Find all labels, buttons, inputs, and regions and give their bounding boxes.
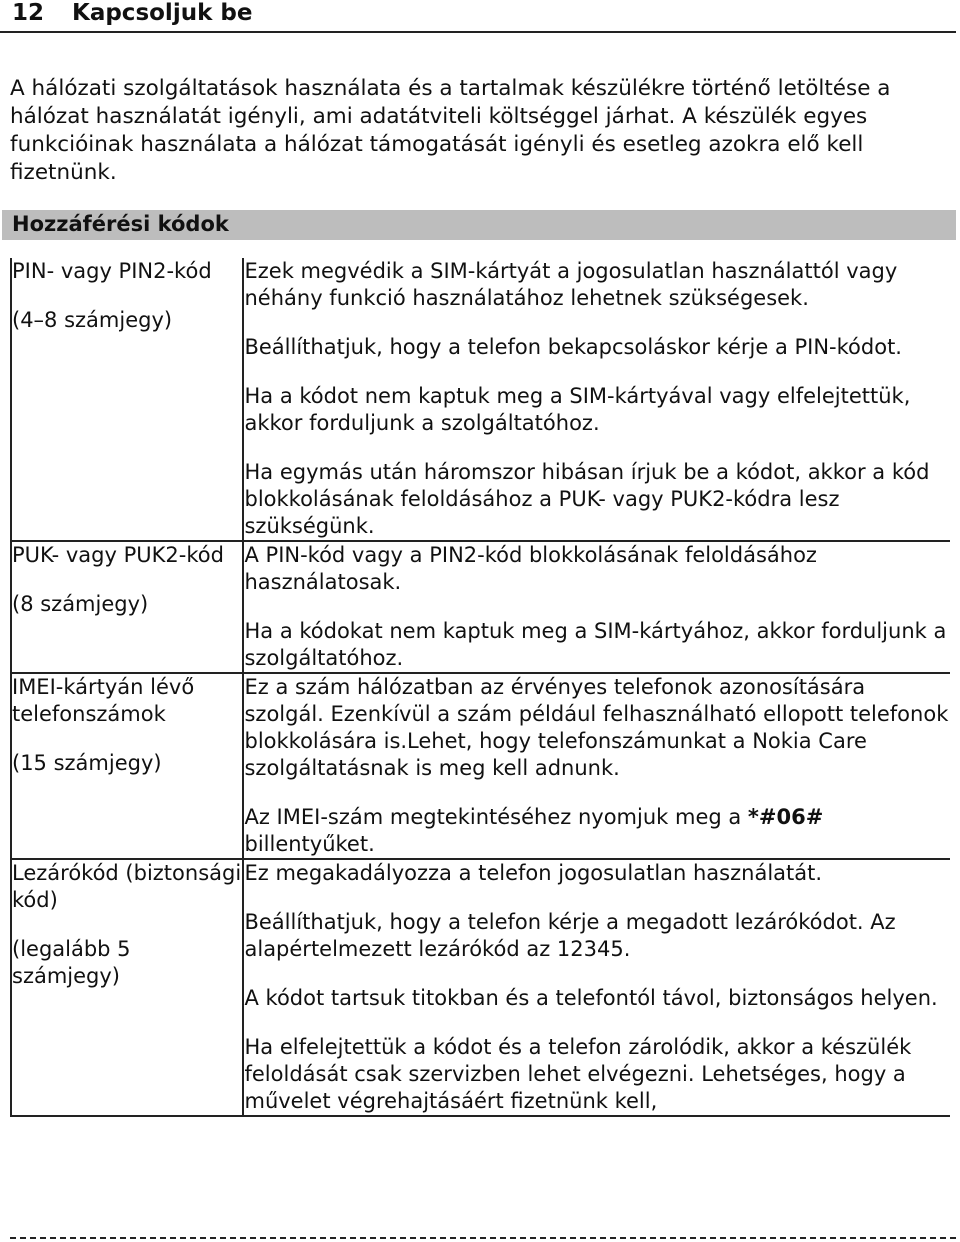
code-description-cell [243, 859, 950, 1116]
page-bottom-divider [10, 1237, 956, 1239]
description-paragraph: Ha elfelejtettük a kódot és a telefon zárolódik, akkor a készülék feloldását csak szervizben lehet elvégezni. Lehetséges, hogy a művelet végrehajtásáért fizetnünk kell, [244, 1035, 912, 1113]
access-codes-table [10, 258, 950, 1117]
code-name: PUK- vagy PUK2-kód [12, 543, 224, 567]
code-name-cell [11, 258, 243, 541]
description-paragraph: Ha a kódot nem kaptuk meg a SIM-kártyával vagy elfelejtettük, akkor forduljunk a szolgáltatóhoz. [244, 384, 911, 435]
code-length: (15 számjegy) [12, 751, 162, 775]
imei-instruction [244, 804, 950, 858]
imei-suffix: billentyűket. [244, 832, 375, 856]
intro-paragraph: A hálózati szolgáltatások használata és a tartalmak készülékre történő letöltése a hálózat használatát igényli, ami adatátviteli költséggel járhat. A készülék egyes funkcióinak használata a hálózat támogatását igényli és esetleg azokra elő kell fizetnünk. [10, 76, 891, 185]
table-row-pin [11, 258, 950, 541]
imei-code: *#06# [747, 805, 824, 829]
section-heading-bar [2, 210, 956, 240]
table-row-imei [11, 673, 950, 859]
code-length: (4–8 számjegy) [12, 308, 173, 332]
description-paragraph: Ha egymás után háromszor hibásan írjuk be a kódot, akkor a kód blokkolásának feloldásához a PUK- vagy PUK2-kódra lesz szükségünk. [244, 460, 930, 538]
description-paragraph: Beállíthatjuk, hogy a telefon kérje a megadott lezárókódot. Az alapértelmezett lezárókód az 12345. [244, 910, 896, 961]
page-number: 12 [12, 0, 45, 26]
code-name-cell [11, 673, 243, 859]
code-name-cell [11, 541, 243, 673]
imei-prefix: Az IMEI-szám megtekintéséhez nyomjuk meg a [244, 805, 748, 829]
description-paragraph: Ezek megvédik a SIM-kártyát a jogosulatlan használattól vagy néhány funkció használatához lehetnek szükségesek. [244, 259, 898, 310]
code-name: PIN- vagy PIN2-kód [12, 259, 212, 283]
description-paragraph: Beállíthatjuk, hogy a telefon bekapcsoláskor kérje a PIN-kódot. [244, 335, 902, 359]
description-paragraph: A PIN-kód vagy a PIN2-kód blokkolásának feloldásához használatosak. [244, 543, 817, 594]
section-title: Hozzáférési kódok [12, 212, 229, 236]
description-paragraph: Ez a szám hálózatban az érvényes telefonok azonosítására szolgál. Ezenkívül a szám például felhasználható ellopott telefonok blokkolására is.Lehet, hogy telefonszámunkat a Nokia Care szolgáltatásnak is meg kell adnunk. [244, 675, 949, 780]
code-description-cell [243, 541, 950, 673]
code-name: IMEI-kártyán lévő telefonszámok [12, 675, 195, 726]
code-length: (8 számjegy) [12, 592, 149, 616]
description-paragraph: A kódot tartsuk titokban és a telefontól távol, biztonságos helyen. [244, 986, 938, 1010]
table-row-puk [11, 541, 950, 673]
description-paragraph: Ha a kódokat nem kaptuk meg a SIM-kártyához, akkor forduljunk a szolgáltatóhoz. [244, 619, 947, 670]
code-name-cell [11, 859, 243, 1116]
code-length: (legalább 5 számjegy) [12, 937, 131, 988]
code-description-cell [243, 258, 950, 541]
code-description-cell [243, 673, 950, 859]
chapter-title: Kapcsoljuk be [72, 0, 253, 26]
table-row-lock-code [11, 859, 950, 1116]
description-paragraph: Ez megakadályozza a telefon jogosulatlan használatát. [244, 861, 823, 885]
page-header [0, 0, 956, 33]
code-name: Lezárókód (biztonsági kód) [12, 861, 242, 912]
